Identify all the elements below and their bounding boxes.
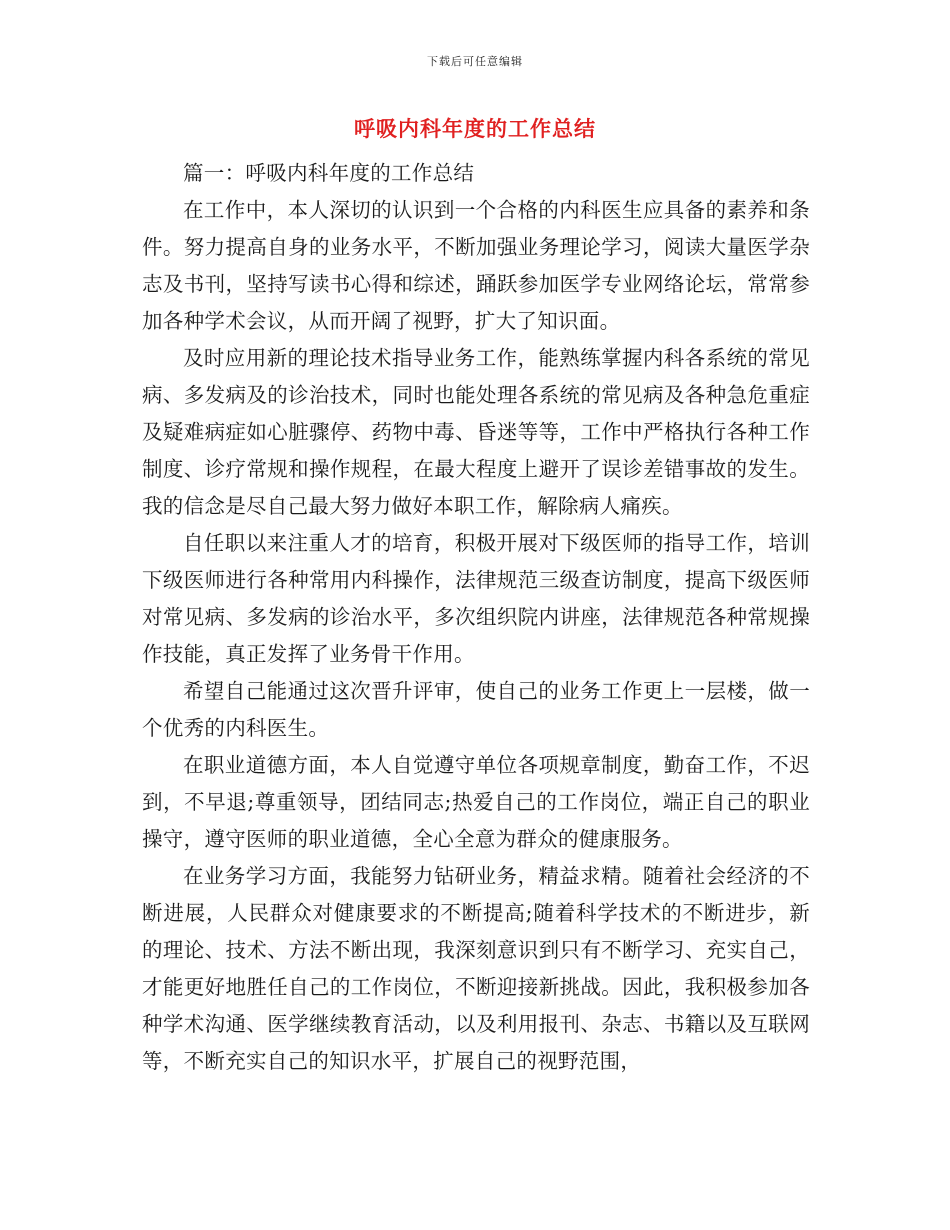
paragraph: 希望自己能通过这次晋升评审，使自己的业务工作更上一层楼，做一个优秀的内科医生。 bbox=[142, 679, 810, 740]
paragraph: 及时应用新的理论技术指导业务工作，能熟练掌握内科各系统的常见病、多发病及的诊治技术，同时也能处理各系统的常见病及各种急危重症及疑难病症如心脏骤停、药物中毒、昏迷等等，工作中严格执行各种工作制度、诊疗常规和操作规程，在最大程度上避开了误诊差错事故的发生。我的信念是尽自己最大努力做好本职工作，解除病人痛疾。 bbox=[142, 346, 810, 518]
paragraph: 在业务学习方面，我能努力钻研业务，精益求精。随着社会经济的不断进展，人民群众对健康要求的不断提高;随着科学技术的不断进步，新的理论、技术、方法不断出现，我深刻意识到只有不断学习、充实自己，才能更好地胜任自己的工作岗位，不断迎接新挑战。因此，我积极参加各种学术沟通、医学继续教育活动，以及利用报刊、杂志、书籍以及互联网等，不断充实自己的知识水平，扩展自己的视野范围， bbox=[142, 864, 810, 1073]
document-title: 呼吸内科年度的工作总结 bbox=[354, 116, 596, 141]
document-body bbox=[142, 155, 810, 1080]
paragraph: 自任职以来注重人才的培育，积极开展对下级医师的指导工作，培训下级医师进行各种常用内科操作，法律规范三级查访制度，提高下级医师对常见病、多发病的诊治水平，多次组织院内讲座，法律规范各种常规操作技能，真正发挥了业务骨干作用。 bbox=[142, 531, 810, 666]
paragraph: 在工作中，本人深切的认识到一个合格的内科医生应具备的素养和条件。努力提高自身的业务水平，不断加强业务理论学习，阅读大量医学杂志及书刊，坚持写读书心得和综述，踊跃参加医学专业网络论坛，常常参加各种学术会议，从而开阔了视野，扩大了知识面。 bbox=[142, 198, 810, 333]
paragraph: 在职业道德方面，本人自觉遵守单位各项规章制度，勤奋工作，不迟到，不早退;尊重领导，团结同志;热爱自己的工作岗位，端正自己的职业操守，遵守医师的职业道德，全心全意为群众的健康服务。 bbox=[142, 753, 810, 851]
header-note: 下载后可任意编辑 bbox=[427, 55, 523, 68]
section-heading: 篇一：呼吸内科年度的工作总结 bbox=[183, 161, 475, 185]
